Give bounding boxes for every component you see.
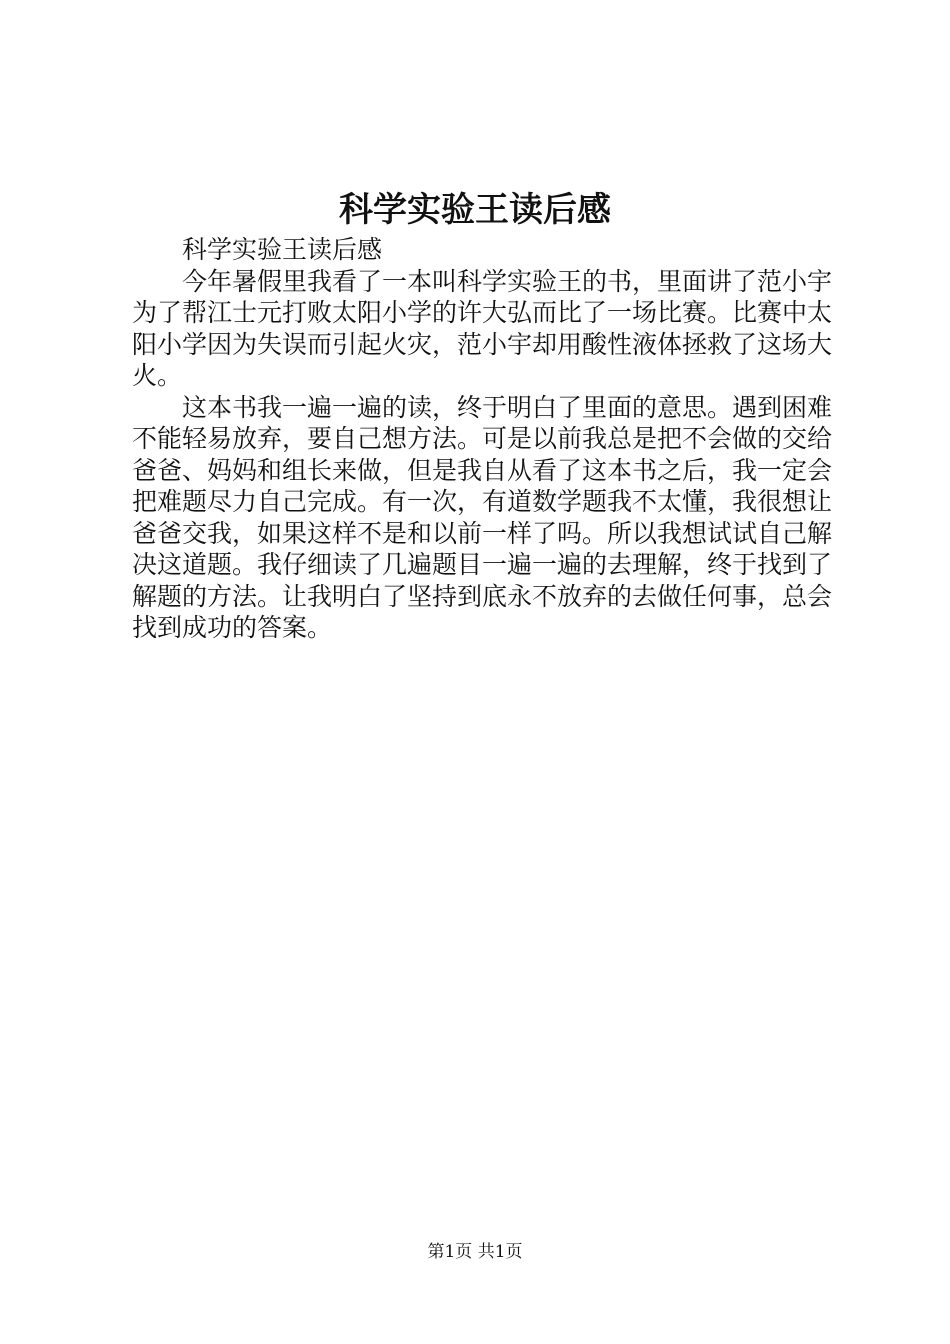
page-number-footer: 第1页 共1页 [427, 1242, 523, 1262]
document-body [132, 234, 832, 644]
document-title: 科学实验王读后感 [339, 190, 611, 230]
paragraph-2: 这本书我一遍一遍的读，终于明白了里面的意思。遇到困难不能轻易放弃，要自己想方法。可是以前我总是把不会做的交给爸爸、妈妈和组长来做，但是我自从看了这本书之后，我一定会把难题尽力自己完成。有一次，有道数学题我不太懂，我很想让爸爸交我，如果这样不是和以前一样了吗。所以我想试试自己解决这道题。我仔细读了几遍题目一遍一遍的去理解，终于找到了解题的方法。让我明白了坚持到底永不放弃的去做任何事，总会找到成功的答案。 [132, 392, 833, 642]
paragraph-subtitle: 科学实验王读后感 [182, 235, 383, 264]
paragraph-1: 今年暑假里我看了一本叫科学实验王的书，里面讲了范小宇为了帮江士元打败太阳小学的许大弘而比了一场比赛。比赛中太阳小学因为失误而引起火灾，范小宇却用酸性液体拯救了这场大火。 [132, 266, 833, 390]
